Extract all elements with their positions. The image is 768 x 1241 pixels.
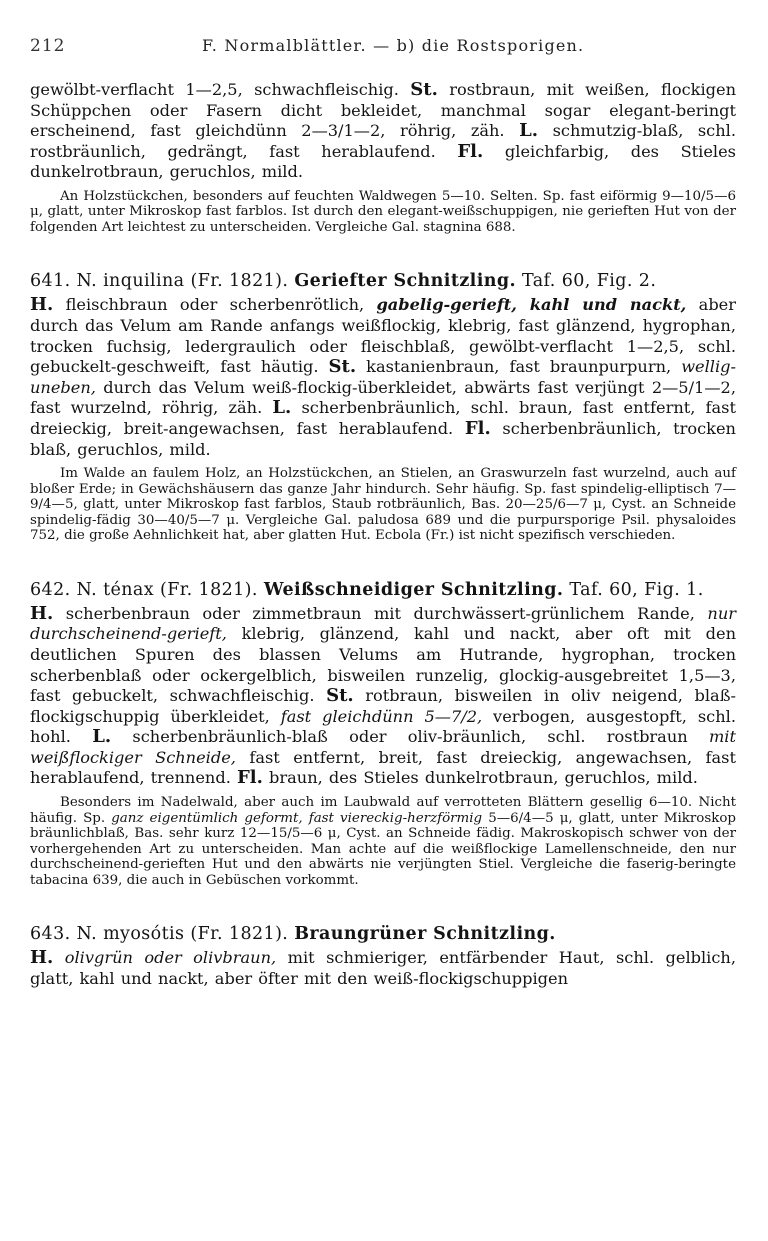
species-author: (Fr. 1821).	[190, 924, 289, 945]
species-number: 641.	[30, 271, 71, 292]
stem-label: St.	[326, 685, 354, 707]
cap-label: H.	[30, 602, 54, 624]
species-description: H. fleischbraun oder scherbenrötlich, gabelig-gerieft, kahl und nackt, aber durch das Velum am Rande anfangs weißflockig, klebrig, fast glänzend, hygrophan, trocken fuchsig, ledergraulich oder fleischblaß, gewölbt-verflacht 1—2,5, schl. gebuckelt-geschweift, fast häutig. St. kastanienbraun, fast braunpurpurn, wellig-uneben, durch das Velum weiß-flockig-überkleidet, abwärts fast verjüngt 2—5/1—2, fast wurzelnd, röhrig, zäh. L. scherbenbräunlich, schl. braun, fast entfernt, fast dreieckig, breit-angewachsen, fast herablaufend. Fl. scherbenbräunlich, trocken blaß, geruchlos, mild.	[30, 294, 736, 459]
page-header	[30, 36, 730, 60]
cap-label: H.	[30, 294, 54, 316]
common-name: Weißschneidiger Schnitzling.	[263, 579, 564, 600]
species-heading	[30, 269, 736, 293]
running-title: F. Normalblättler. — b) die Rostsporigen.	[202, 36, 585, 55]
page-content	[30, 80, 736, 989]
page-number: 212	[30, 36, 66, 56]
flesh-label: Fl.	[237, 767, 263, 789]
common-name: Geriefter Schnitzling.	[294, 271, 517, 292]
species-name: N. ténax	[76, 579, 155, 600]
species-number: 642.	[30, 579, 71, 600]
flesh-label: Fl.	[464, 418, 491, 440]
stem-label: St.	[410, 79, 438, 100]
plate-reference: Taf. 60, Fig. 1.	[569, 579, 704, 600]
flesh-label: Fl.	[457, 140, 484, 162]
species-number: 643.	[30, 924, 71, 945]
species-note: Besonders im Nadelwald, aber auch im Laubwald auf verrotteten Blättern gesellig 6—10. Nicht häufig. Sp. ganz eigentümlich geformt, fast viereckig-herzförmig 5—6/4—5 μ, glatt, unter Mikroskop bräunlichblaß, Bas. sehr kurz 12—15/5—6 μ, Cyst. an Schneide fädig. Makroskopisch schwer von der vorhergehenden Art zu unterscheiden. Man achte auf die weißflockige Lamellenschneide, den nur durchscheinend-gerieften Hut und den abwärts nie verjüngten Stiel. Vergleiche die faserig-beringte tabacina 639, die auch in Gebüschen vorkommt.	[30, 795, 736, 888]
species-description: H. scherbenbraun oder zimmetbraun mit durchwässert-grünlichem Rande, nur durchscheinend-gerieft, klebrig, glänzend, kahl und nackt, aber oft mit den deutlichen Spuren des blassen Velums am Hutrande, hygrophan, trocken scherbenblaß oder ockergelblich, bisweilen runzelig, glockig-ausgebreitet 1,5—3, fast gebuckelt, schwachfleischig. St. rotbraun, bisweilen in oliv neigend, blaß-flockigschuppig überkleidet, fast gleichdünn 5—7/2, verbogen, ausgestopft, schl. hohl. L. scherbenbräunlich-blaß oder oliv-bräunlich, schl. rostbraun mit weißflockiger Schneide, fast entfernt, breit, fast dreieckig, angewachsen, fast herablaufend, trennend. Fl. braun, des Stieles dunkelrotbraun, geruchlos, mild.	[30, 602, 736, 789]
species-author: (Fr. 1821).	[160, 579, 258, 600]
gills-label: L.	[92, 726, 112, 748]
common-name: Braungrüner Schnitzling.	[294, 924, 556, 945]
gills-label: L.	[272, 397, 292, 419]
continued-note: An Holzstückchen, besonders auf feuchten Waldwegen 5—10. Selten. Sp. fast eiförmig 9—10/5—6 μ, glatt, unter Mikroskop fast farblos. Ist durch den elegant-weißschuppigen, nie gerieften Hut von der folgenden Art leichtest zu unterscheiden. Vergleiche Gal. stagnina 688.	[30, 188, 736, 235]
cap-label: H.	[30, 947, 54, 969]
species-entry-643	[30, 922, 736, 989]
species-note: Im Walde an faulem Holz, an Holzstückchen, an Stielen, an Graswurzeln fast wurzelnd, auch auf bloßer Erde; in Gewächshäusern das ganze Jahr hindurch. Sehr häufig. Sp. fast spindelig-elliptisch 7—9/4—5, glatt, unter Mikroskop fast farblos, Staub rotbräunlich, Bas. 20—25/6—7 μ, Cyst. an Schneide spindelig-fädig 30—40/5—7 μ. Vergleiche Gal. paludosa 689 und die purpursporige Psil. physaloides 752, die große Aehnlichkeit hat, aber glatten Hut. Ecbola (Fr.) ist nicht spezifisch verschieden.	[30, 466, 736, 544]
species-name: N. inquilina	[76, 271, 185, 292]
species-entry-642	[30, 578, 736, 888]
stem-label: St.	[328, 356, 357, 378]
plate-reference: Taf. 60, Fig. 2.	[522, 271, 657, 292]
species-heading	[30, 578, 736, 602]
species-name: N. myosótis	[76, 924, 185, 945]
species-author: (Fr. 1821).	[190, 271, 289, 292]
continued-entry	[30, 80, 736, 235]
species-heading	[30, 922, 736, 946]
gills-label: L.	[519, 120, 539, 142]
continued-description: gewölbt-verflacht 1—2,5, schwachfleischig. St. rostbraun, mit weißen, flockigen Schüppchen oder Fasern dicht bekleidet, manchmal sogar elegant-beringt erscheinend, fast gleichdünn 2—3/1—2, röhrig, zäh. L. schmutzig-blaß, schl. rostbräunlich, gedrängt, fast herablaufend. Fl. gleichfarbig, des Stieles dunkelrotbraun, geruchlos, mild.	[30, 79, 736, 182]
species-description: H. olivgrün oder olivbraun, mit schmieriger, entfärbender Haut, schl. gelblich, glatt, kahl und nackt, aber öfter mit den weiß-flockigschuppigen	[30, 947, 737, 988]
species-entry-641	[30, 269, 736, 543]
